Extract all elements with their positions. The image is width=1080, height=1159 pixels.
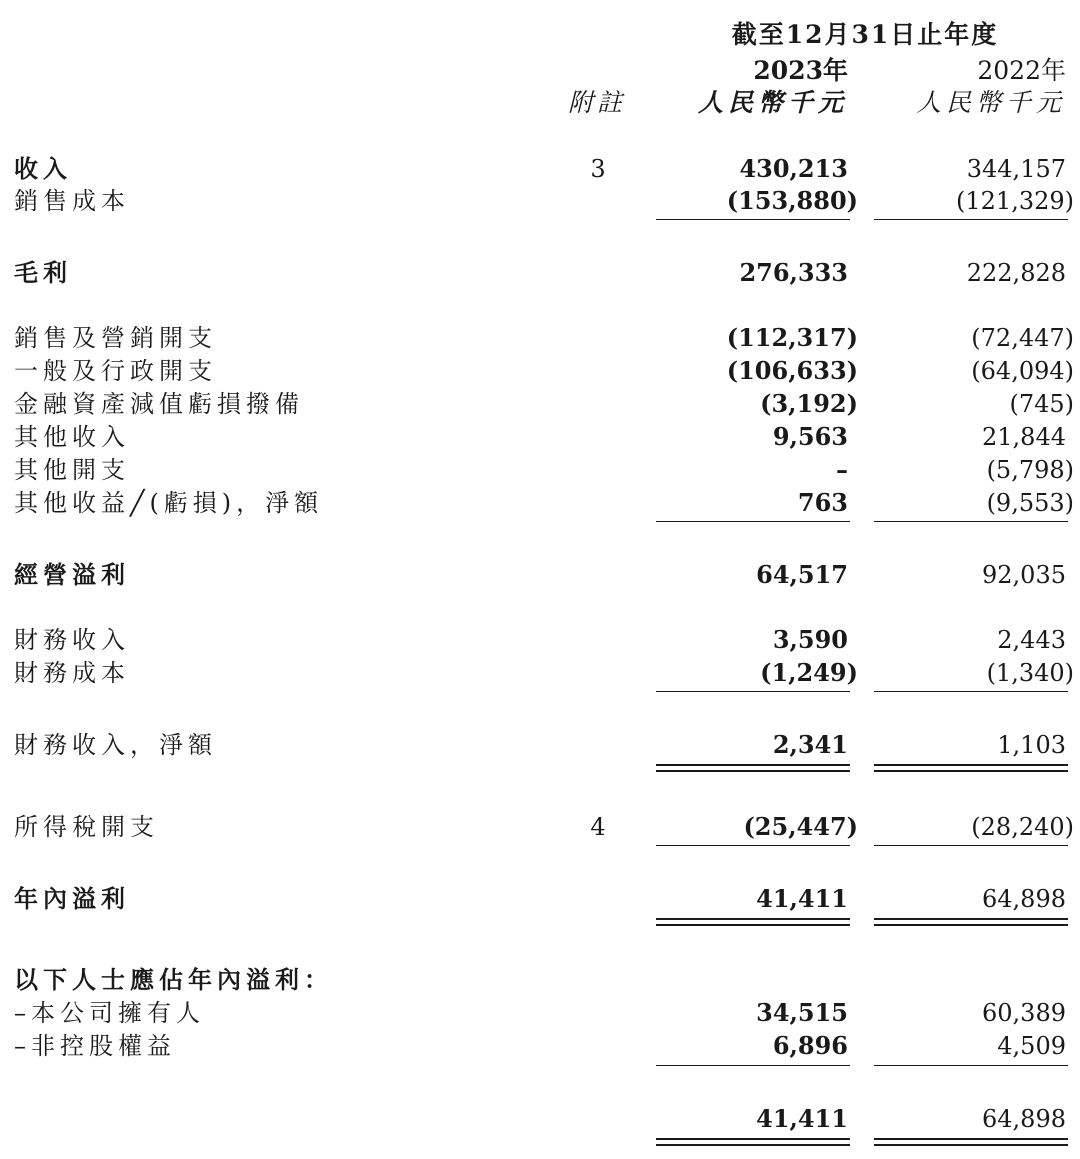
period-header: 截至12月31日止年度 — [731, 20, 999, 49]
row-other-expenses — [0, 454, 1080, 486]
row-non-controlling-interests — [0, 1030, 1080, 1062]
value-current: 3,590 — [772, 625, 848, 654]
value-prior: 64,898 — [982, 1105, 1066, 1133]
row-finance-income — [0, 624, 1080, 656]
double-underline-current — [656, 918, 850, 926]
note-column-header: 附註 — [568, 88, 627, 117]
value-current: 2,341 — [772, 730, 848, 759]
double-underline-current — [656, 764, 850, 772]
row-label: 年內溢利 — [14, 884, 130, 913]
value-current: – — [836, 455, 848, 484]
row-attributable-heading — [0, 964, 1080, 996]
row-admin-expenses — [0, 355, 1080, 387]
row-finance-income-net — [0, 729, 1080, 761]
underline-current — [656, 1065, 850, 1066]
row-total — [0, 1103, 1080, 1135]
year-current-header: 2023年 — [753, 56, 848, 85]
value-prior: (64,094) — [971, 357, 1074, 385]
row-label: 經營溢利 — [14, 560, 130, 589]
row-label: 財務成本 — [14, 659, 130, 687]
row-label: 一般及行政開支 — [14, 357, 217, 385]
value-current: 276,333 — [739, 258, 848, 287]
row-note: 3 — [590, 155, 606, 183]
value-current: (112,317) — [726, 323, 858, 352]
row-cost-of-sales — [0, 185, 1080, 217]
value-current: (1,249) — [760, 658, 858, 687]
value-current: 6,896 — [772, 1031, 848, 1060]
row-income-tax — [0, 811, 1080, 843]
row-label: 銷售成本 — [14, 187, 130, 215]
row-label: 其他收益╱(虧損)，淨額 — [14, 489, 324, 517]
row-label: 以下人士應佔年內溢利： — [14, 965, 333, 994]
row-note: 4 — [590, 813, 606, 841]
value-prior: (5,798) — [986, 456, 1074, 484]
value-current: (25,447) — [743, 812, 858, 841]
underline-prior — [874, 1065, 1068, 1066]
value-prior: 64,898 — [982, 885, 1066, 913]
value-prior: 1,103 — [997, 731, 1066, 759]
row-other-income — [0, 421, 1080, 453]
underline-prior — [874, 521, 1068, 522]
row-selling-expenses — [0, 322, 1080, 354]
year-prior-header: 2022年 — [977, 56, 1066, 85]
row-label: 銷售及營銷開支 — [14, 324, 217, 352]
double-underline-current — [656, 1138, 850, 1146]
row-owners — [0, 997, 1080, 1029]
unit-current-header: 人民幣千元 — [697, 88, 848, 117]
row-label: 財務收入，淨額 — [14, 731, 217, 759]
underline-current — [656, 219, 850, 220]
row-label: –本公司擁有人 — [14, 999, 205, 1027]
value-prior: 4,509 — [997, 1032, 1066, 1060]
row-label: –非控股權益 — [14, 1032, 176, 1060]
value-current: (153,880) — [726, 186, 858, 215]
row-impairment — [0, 388, 1080, 420]
row-label: 毛利 — [14, 258, 72, 287]
value-prior: 21,844 — [982, 423, 1066, 451]
row-label: 其他收入 — [14, 423, 130, 451]
value-prior: (121,329) — [956, 187, 1074, 215]
value-prior: 222,828 — [966, 259, 1066, 287]
underline-prior — [874, 691, 1068, 692]
value-prior: (9,553) — [986, 489, 1074, 517]
value-current: 34,515 — [756, 998, 848, 1027]
row-label: 財務收入 — [14, 626, 130, 654]
value-current: 430,213 — [739, 154, 848, 183]
value-current: (3,192) — [760, 389, 858, 418]
value-prior: (1,340) — [986, 659, 1074, 687]
row-other-gains — [0, 487, 1080, 519]
value-current: 9,563 — [772, 422, 848, 451]
underline-prior — [874, 845, 1068, 846]
row-label: 收入 — [14, 154, 72, 183]
row-revenue — [0, 153, 1080, 185]
underline-current — [656, 521, 850, 522]
row-profit-for-year — [0, 883, 1080, 915]
value-current: 41,411 — [756, 884, 848, 913]
double-underline-prior — [874, 1138, 1068, 1146]
underline-current — [656, 845, 850, 846]
value-prior: (745) — [1009, 390, 1074, 418]
value-prior: (72,447) — [971, 324, 1074, 352]
unit-prior-header: 人民幣千元 — [915, 88, 1066, 117]
value-prior: 92,035 — [982, 561, 1066, 589]
underline-current — [656, 691, 850, 692]
underline-prior — [874, 219, 1068, 220]
row-label: 所得稅開支 — [14, 813, 159, 841]
value-current: 41,411 — [756, 1104, 848, 1133]
double-underline-prior — [874, 918, 1068, 926]
row-label: 金融資產減值虧損撥備 — [14, 390, 304, 418]
value-current: 64,517 — [756, 560, 848, 589]
row-label: 其他開支 — [14, 456, 130, 484]
value-current: 763 — [797, 488, 848, 517]
value-prior: (28,240) — [971, 813, 1074, 841]
value-prior: 2,443 — [997, 626, 1066, 654]
value-prior: 344,157 — [966, 155, 1066, 183]
value-current: (106,633) — [726, 356, 858, 385]
double-underline-prior — [874, 764, 1068, 772]
row-finance-costs — [0, 657, 1080, 689]
row-operating-profit — [0, 559, 1080, 591]
value-prior: 60,389 — [982, 999, 1066, 1027]
row-gross-profit — [0, 257, 1080, 289]
